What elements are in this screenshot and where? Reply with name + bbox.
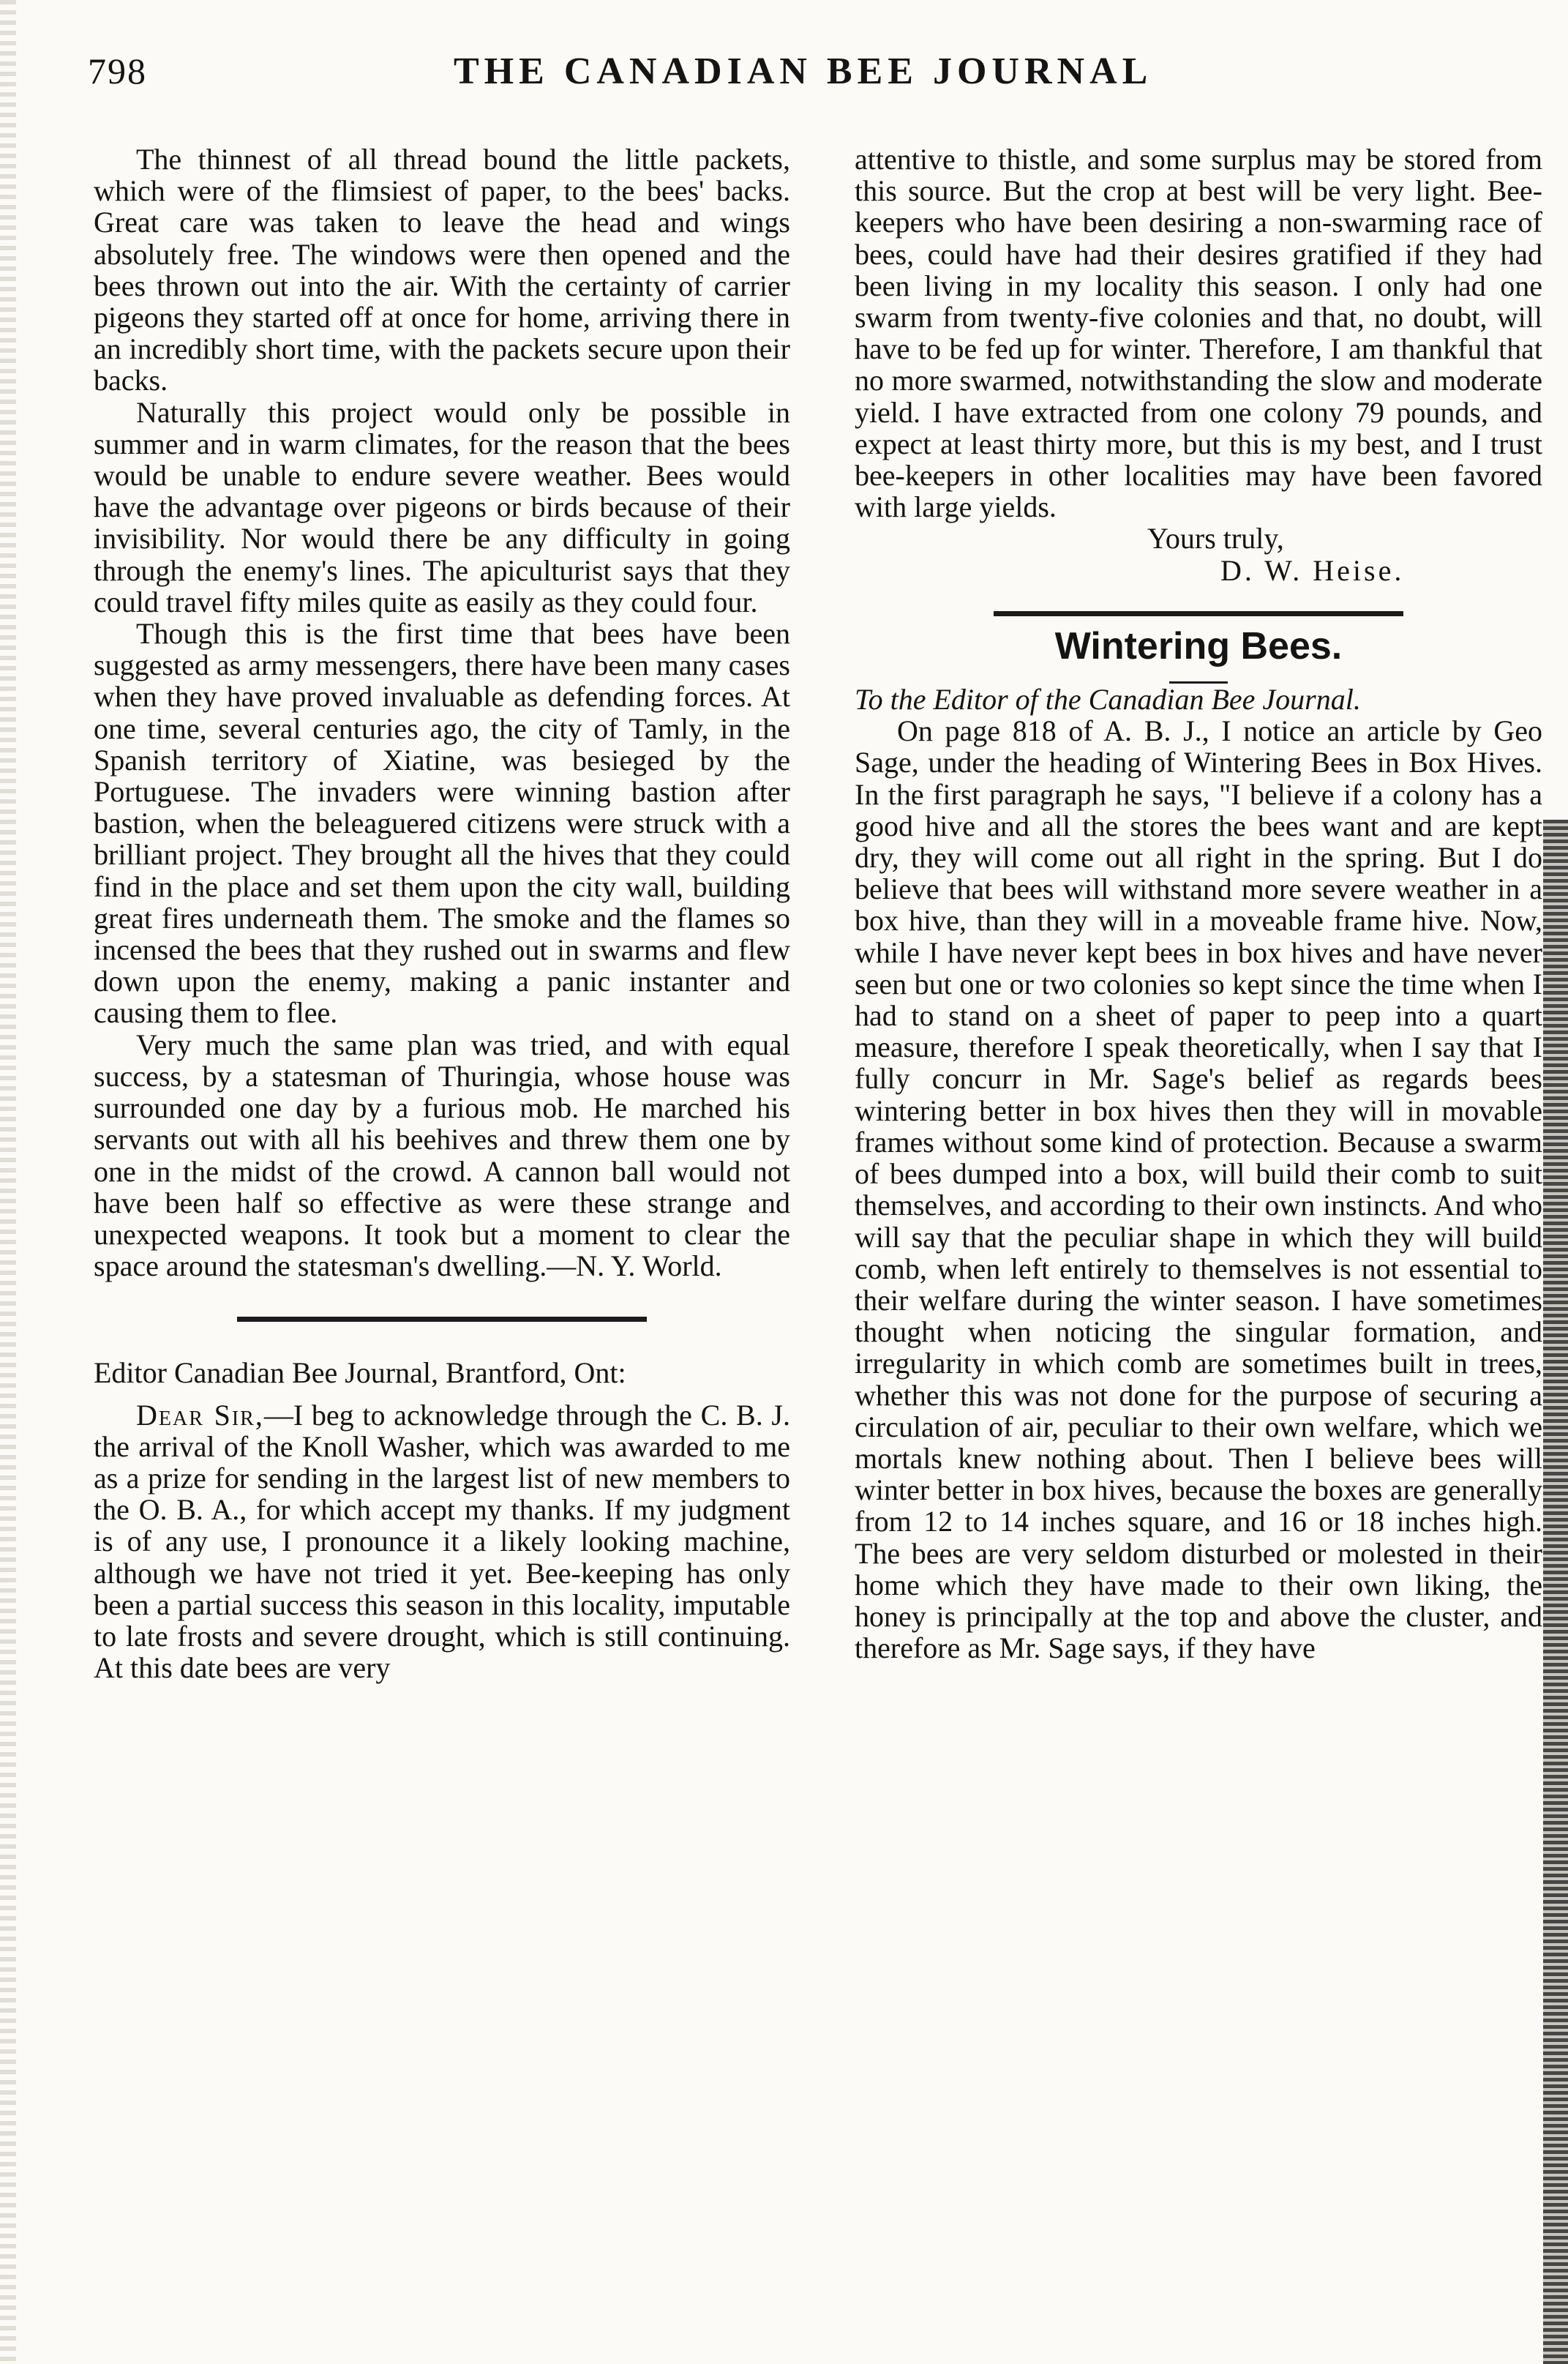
paragraph: The thinnest of all thread bound the little packets, which were of the flimsiest of paper, to the bees' backs. Great care was taken to leave the head and wings absolutely free. The windows were then opened and the bees thrown out into the air. With the certainty of carrier pigeons they started off at once for home, arriving there in an incredibly short time, with the packets secure upon their backs. [94, 143, 790, 397]
section-divider [237, 1317, 647, 1322]
page-edge-left [0, 0, 16, 2364]
left-column [94, 143, 790, 1683]
right-column [855, 143, 1542, 1664]
salutation: Dear Sir, [136, 1398, 264, 1432]
page-number: 798 [88, 51, 147, 91]
signature: D. W. Heise. [1220, 553, 1405, 587]
letter-address: Editor Canadian Bee Journal, Brantford, Ont: [94, 1356, 626, 1390]
running-header [0, 50, 1568, 101]
page-edge-right [1543, 820, 1568, 2364]
paragraph: Though this is the first time that bees have been suggested as army messengers, there have been many cases when they have proved invaluable as defending forces. At one time, several centuries ago, the city of Tamly, in the Spanish territory of Xiatine, was besieged by the Portuguese. The invaders were winning bastion after bastion, when the beleaguered citizens were struck with a brilliant project. They brought all the hives that they could find in the place and set them upon the city wall, building great fires underneath them. The smoke and the flames so incensed the bees that they rushed out in swarms and flew down upon the enemy, making a panic instanter and causing them to flee. [94, 617, 790, 1030]
paragraph: Very much the same plan was tried, and with equal success, by a statesman of Thuringia, whose house was surrounded one day by a furious mob. He marched his servants out with all his beehives and threw them one by one in the midst of the crowd. A cannon ball would not have been half so effective as were these strange and unexpected weapons. It took but a moment to clear the space around the statesman's dwelling.—N. Y. World. [94, 1028, 790, 1283]
closing: Yours truly, [1147, 522, 1284, 556]
journal-title: THE CANADIAN BEE JOURNAL [454, 51, 1153, 92]
paragraph: attentive to thistle, and some surplus may be stored from this source. But the crop at best will be very light. Bee-keepers who have been desiring a non-swarming race of bees, could have had their desires gratified if they had been living in my locality this season. I only had one swarm from twenty-five colonies and that, no doubt, will have to be fed up for winter. Therefore, I am thankful that no more swarmed, notwithstanding the slow and moderate yield. I have extracted from one colony 79 pounds, and expect at least thirty more, but this is my best, and I trust bee-keepers in other localities may have been favored with large yields. [855, 143, 1542, 524]
paragraph: Naturally this project would only be possible in summer and in warm climates, for the reason that the bees would be unable to endure severe weather. Bees would have the advantage over pigeons or birds because of their invisibility. Nor would there be any difficulty in going through the enemy's lines. The apiculturist says that they could travel fifty miles quite as easily as they could four. [94, 395, 790, 618]
signature-block [855, 523, 1542, 586]
letter-body [94, 1399, 790, 1684]
letter-text: —I beg to acknowledge through the C. B. J. the arrival of the Knoll Washer, which was awarded to me as a prize for sending in the largest list of new members to the O. B. A., for which accept my thanks. If my judgment is of any use, I pronounce it a likely looking machine, although we have not tried it yet. Bee-keeping has only been a partial success this season in this locality, imputable to late frosts and severe drought, which is still continuing. At this date bees are very [94, 1398, 790, 1685]
article-heading: Wintering Bees. [1054, 624, 1343, 667]
dedication: To the Editor of the Canadian Bee Journal. [855, 683, 1361, 717]
paragraph: On page 818 of A. B. J., I notice an article by Geo Sage, under the heading of Wintering Bees in Box Hives. In the first paragraph he says, "I believe if a colony has a good hive and all the stores the bees want and are kept dry, they will come out all right in the spring. But I do believe that bees will withstand more severe weather in a box hive, than they will in a moveable frame hive. Now, while I have never kept bees in box hives and have never seen but one or two colonies so kept since the time when I had to stand on a sheet of paper to peep into a quart measure, therefore I speak theoretically, when I say that I fully concurr in Mr. Sage's belief as regards bees wintering better in box hives then they will in movable frames without some kind of protection. Because a swarm of bees dumped into a box, will build their comb to suit themselves, and according to their own instincts. And who will say that the peculiar shape in which they will build comb, when left entirely to themselves is not essential to their welfare during the winter season. I have sometimes thought when noticing the singular formation, and irregularity in which comb are sometimes built in trees, whether this was not done for the purpose of securing a circulation of air, peculiar to their own welfare, which we mortals knew nothing about. Then I believe bees will winter better in box hives, because the boxes are generally from 12 to 14 inches square, and 16 or 18 inches high. The bees are very seldom disturbed or molested in their home which they have made to their own liking, the honey is principally at the top and above the cluster, and therefore as Mr. Sage says, if they have [855, 714, 1542, 1665]
section-divider [994, 611, 1403, 616]
